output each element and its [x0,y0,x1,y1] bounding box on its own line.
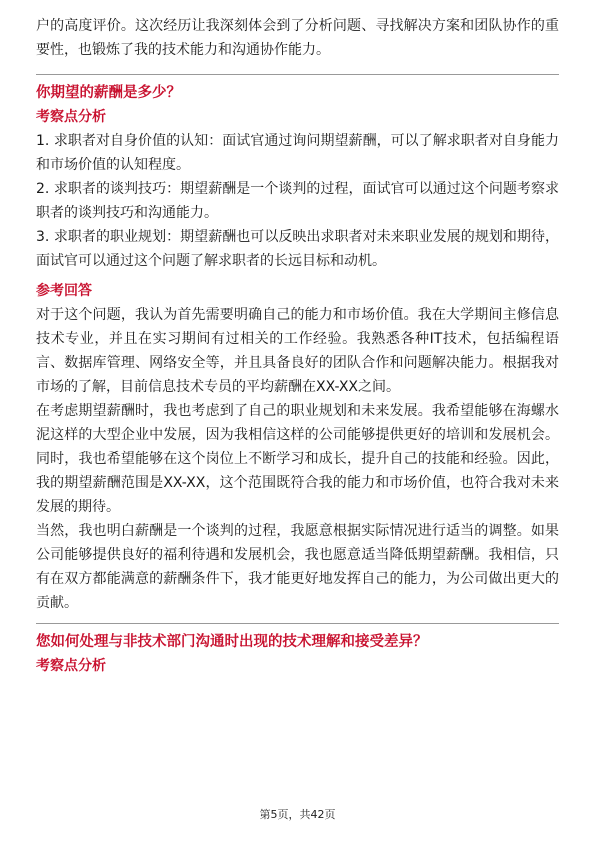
analysis-point: 2. 求职者的谈判技巧：期望薪酬是一个谈判的过程，面试官可以通过这个问题考察求职者的谈判技巧和沟通能力。 [36,181,559,221]
question-tech-communication: 您如何处理与非技术部门沟通时出现的技术理解和接受差异？ [36,634,428,650]
page-number-footer: 第5页，共42页 [259,808,336,821]
answer-paragraph: 当然，我也明白薪酬是一个谈判的过程，我愿意根据实际情况进行适当的调整。如果公司能够提供良好的福利待遇和发展机会，我也愿意适当降低期望薪酬。我相信，只有在双方都能满意的薪酬条件下，我才能更好地发挥自己的能力，为公司做出更大的贡献。 [36,523,559,611]
section-divider [36,623,559,624]
answer-paragraph: 在考虑期望薪酬时，我也考虑到了自己的职业规划和未来发展。我希望能够在海螺水泥这样的大型企业中发展，因为我相信这样的公司能够提供更好的培训和发展机会。同时，我也希望能够在这个岗位上不断学习和成长，提升自己的技能和经验。因此，我的期望薪酬范围是XX-XX，这个范围既符合我的能力和市场价值，也符合我对未来发展的期待。 [36,403,559,515]
question-expected-salary: 你期望的薪酬是多少？ [36,85,181,101]
answer-paragraph: 对于这个问题，我认为首先需要明确自己的能力和市场价值。我在大学期间主修信息技术专业，并且在实习期间有过相关的工作经验。我熟悉各种IT技术，包括编程语言、数据库管理、网络安全等，并且具备良好的团队合作和问题解决能力。根据我对市场的了解，目前信息技术专员的平均薪酬在XX-XX之间。 [36,307,559,395]
section-divider [36,74,559,75]
analysis-heading: 考察点分析 [36,109,106,125]
intro-paragraph-tail: 户的高度评价。这次经历让我深刻体会到了分析问题、寻找解决方案和团队协作的重要性，也锻炼了我的技术能力和沟通协作能力。 [36,18,559,58]
analysis-point: 1. 求职者对自身价值的认知：面试官通过询问期望薪酬，可以了解求职者对自身能力和市场价值的认知程度。 [36,133,559,173]
analysis-heading: 考察点分析 [36,658,106,674]
analysis-point: 3. 求职者的职业规划：期望薪酬也可以反映出求职者对未来职业发展的规划和期待，面试官可以通过这个问题了解求职者的长远目标和动机。 [36,229,559,269]
answer-heading: 参考回答 [36,283,92,299]
